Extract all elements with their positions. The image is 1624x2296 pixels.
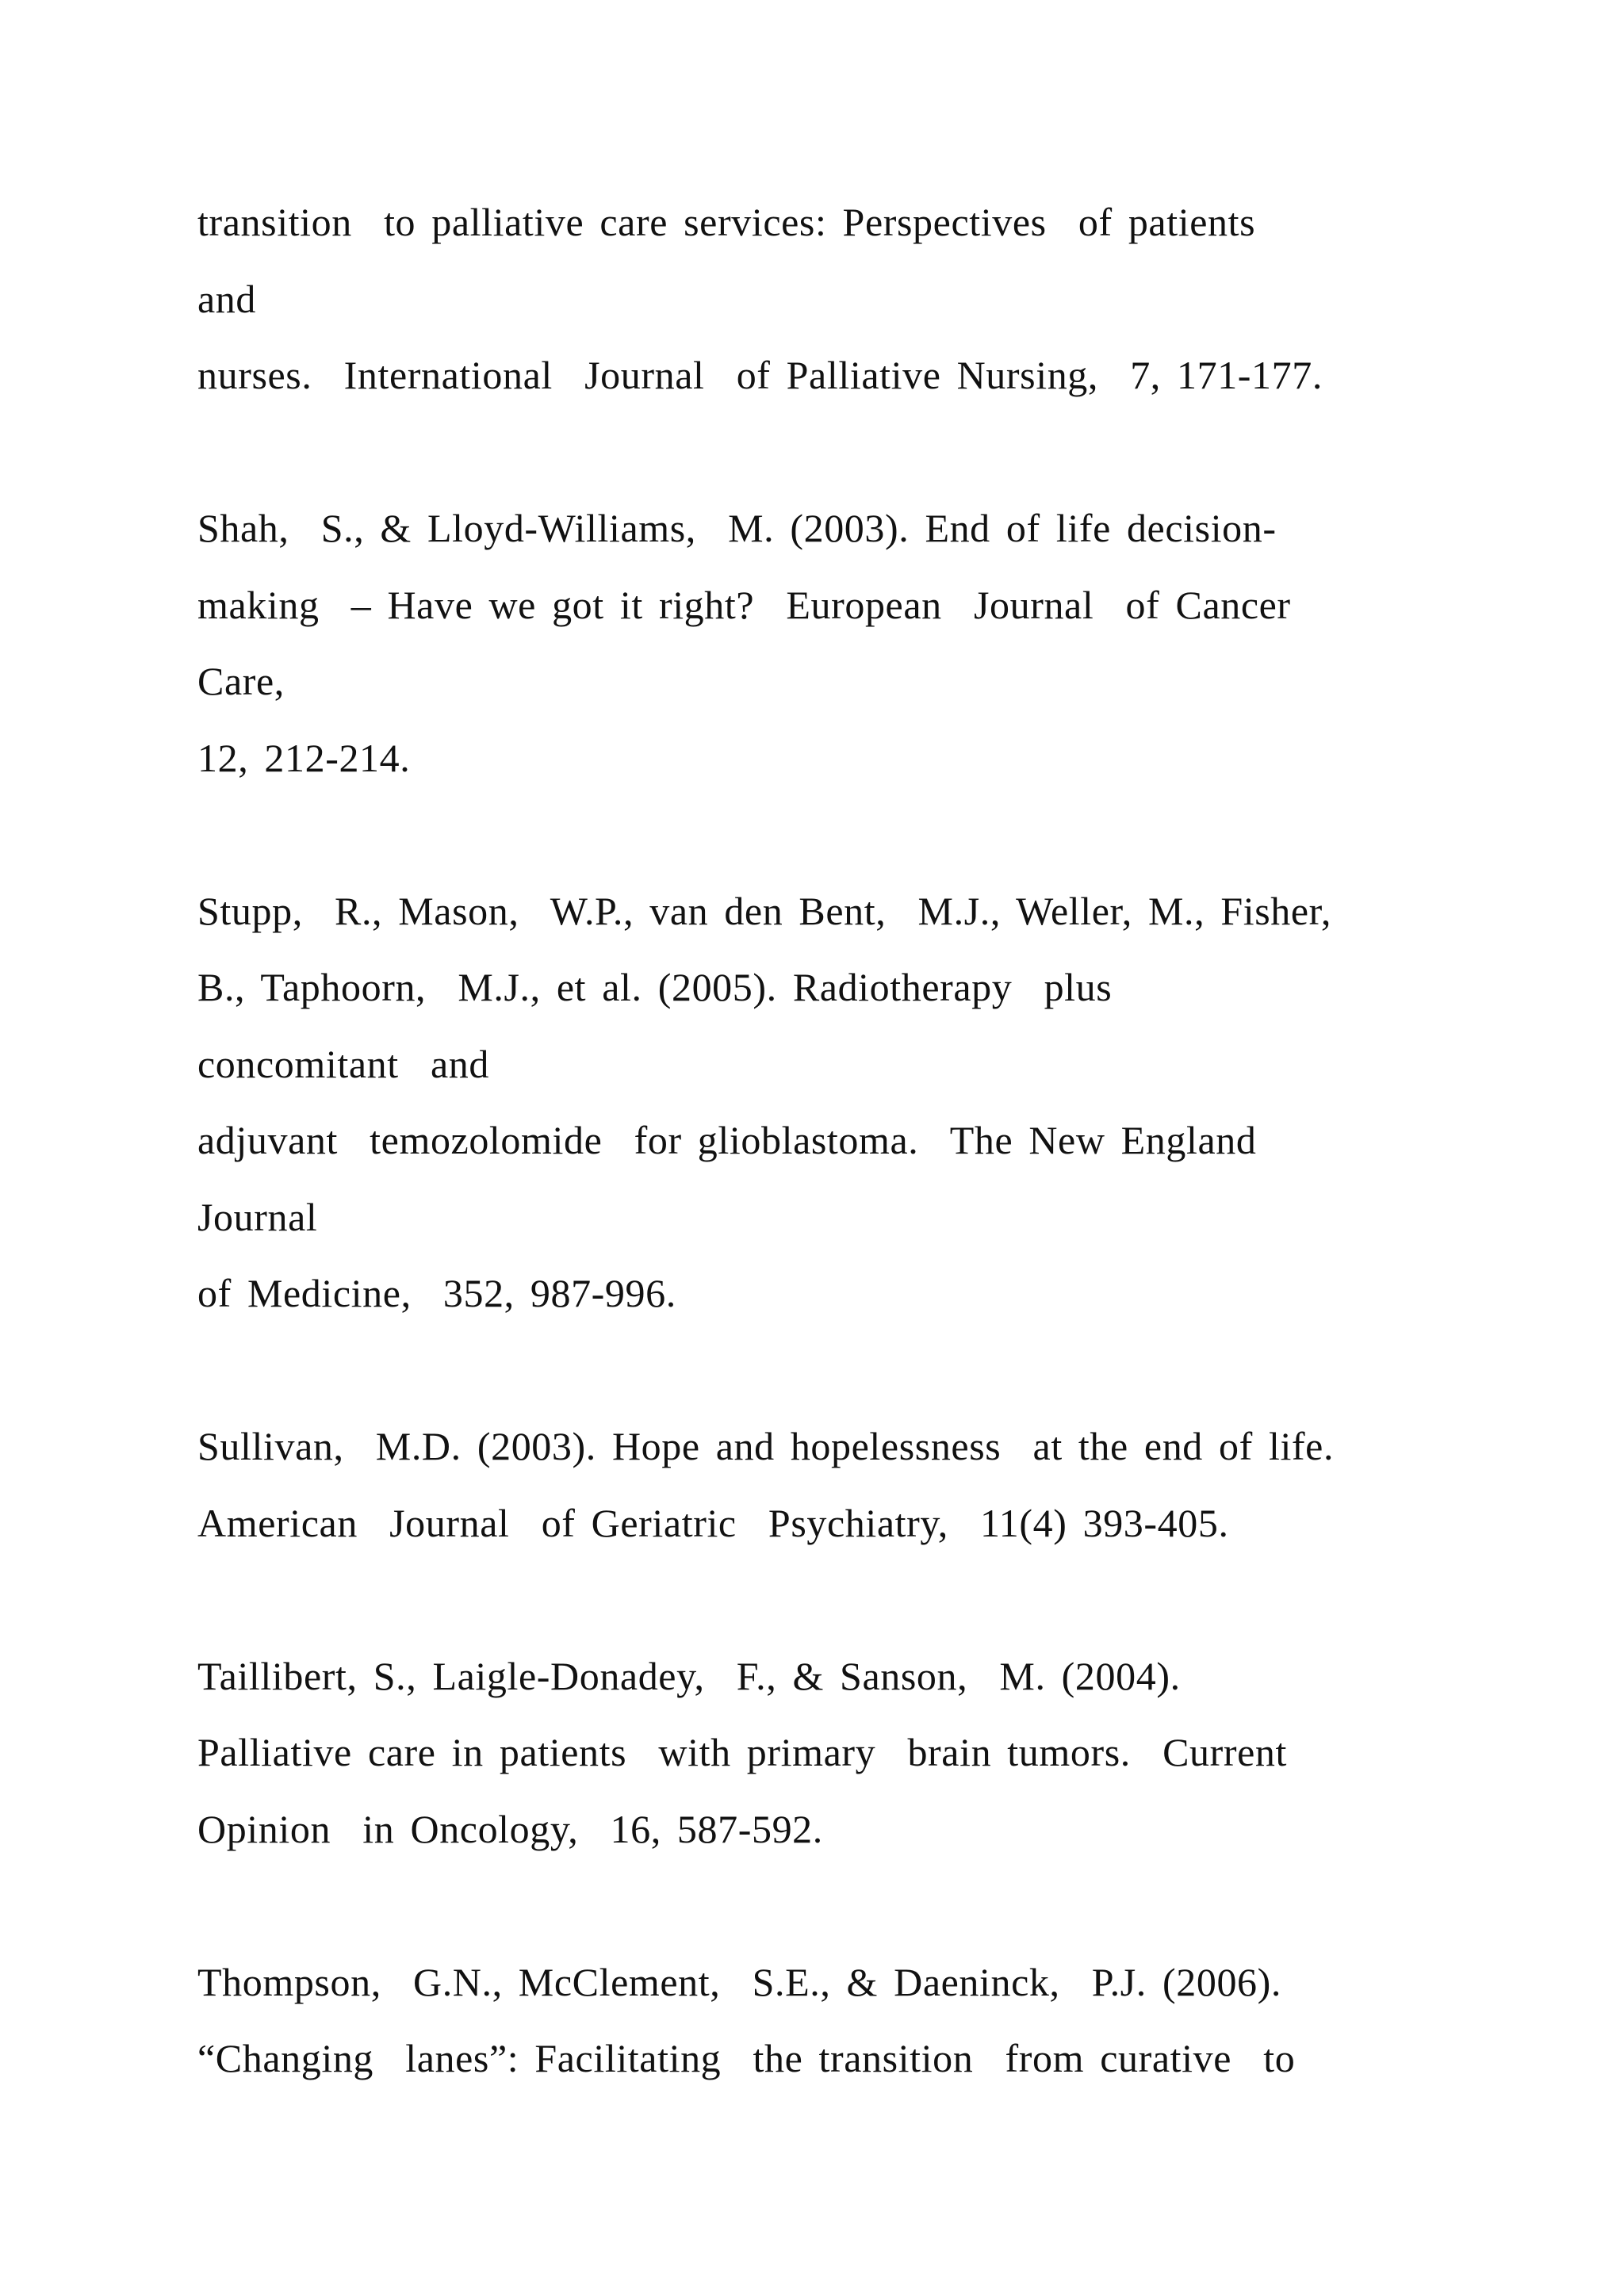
reference-line: of Medicine, 352, 987-996. xyxy=(197,1271,676,1315)
reference-line: Palliative care in patients with primary brain tumors. Current xyxy=(197,1730,1288,1774)
reference-line: American Journal of Geriatric Psychiatry, 11(4) 393-405. xyxy=(197,1500,1229,1545)
reference-line: Shah, S., & Lloyd-Williams, M. (2003). End of life decision- xyxy=(197,506,1277,550)
reference-entry xyxy=(197,1944,1506,2097)
reference-separator xyxy=(197,1561,1506,1638)
reference-line: transition to palliative care services: Perspectives of patients xyxy=(197,200,1256,244)
reference-separator xyxy=(197,414,1506,491)
reference-line: Sullivan, M.D. (2003). Hope and hopelessness at the end of life. xyxy=(197,1424,1335,1468)
reference-line: Care, xyxy=(197,659,285,703)
reference-entry xyxy=(197,1408,1506,1561)
reference-separator xyxy=(197,796,1506,873)
reference-line: and xyxy=(197,276,256,321)
reference-line: nurses. International Journal of Palliative Nursing, 7, 171-177. xyxy=(197,353,1323,397)
reference-line: adjuvant temozolomide for glioblastoma. The New England xyxy=(197,1118,1257,1162)
reference-entry xyxy=(197,490,1506,796)
reference-line: Opinion in Oncology, 16, 587-592. xyxy=(197,1806,823,1851)
reference-entry xyxy=(197,873,1506,1332)
reference-separator xyxy=(197,1332,1506,1409)
reference-line: 12, 212-214. xyxy=(197,735,411,780)
reference-line: B., Taphoorn, M.J., et al. (2005). Radiotherapy plus xyxy=(197,965,1113,1009)
reference-separator xyxy=(197,1867,1506,1944)
reference-line: making – Have we got it right? European Journal of Cancer xyxy=(197,582,1291,627)
reference-line: Taillibert, S., Laigle-Donadey, F., & Sanson, M. (2004). xyxy=(197,1653,1181,1698)
reference-line: Thompson, G.N., McClement, S.E., & Daeninck, P.J. (2006). xyxy=(197,1959,1282,2004)
reference-line: Journal xyxy=(197,1194,318,1239)
reference-list xyxy=(197,184,1506,2097)
reference-entry xyxy=(197,1638,1506,1868)
reference-line: concomitant and xyxy=(197,1041,489,1086)
reference-line: “Changing lanes”: Facilitating the transition from curative to xyxy=(197,2036,1296,2080)
reference-line: Stupp, R., Mason, W.P., van den Bent, M.J., Weller, M., Fisher, xyxy=(197,888,1332,933)
reference-entry xyxy=(197,184,1506,414)
